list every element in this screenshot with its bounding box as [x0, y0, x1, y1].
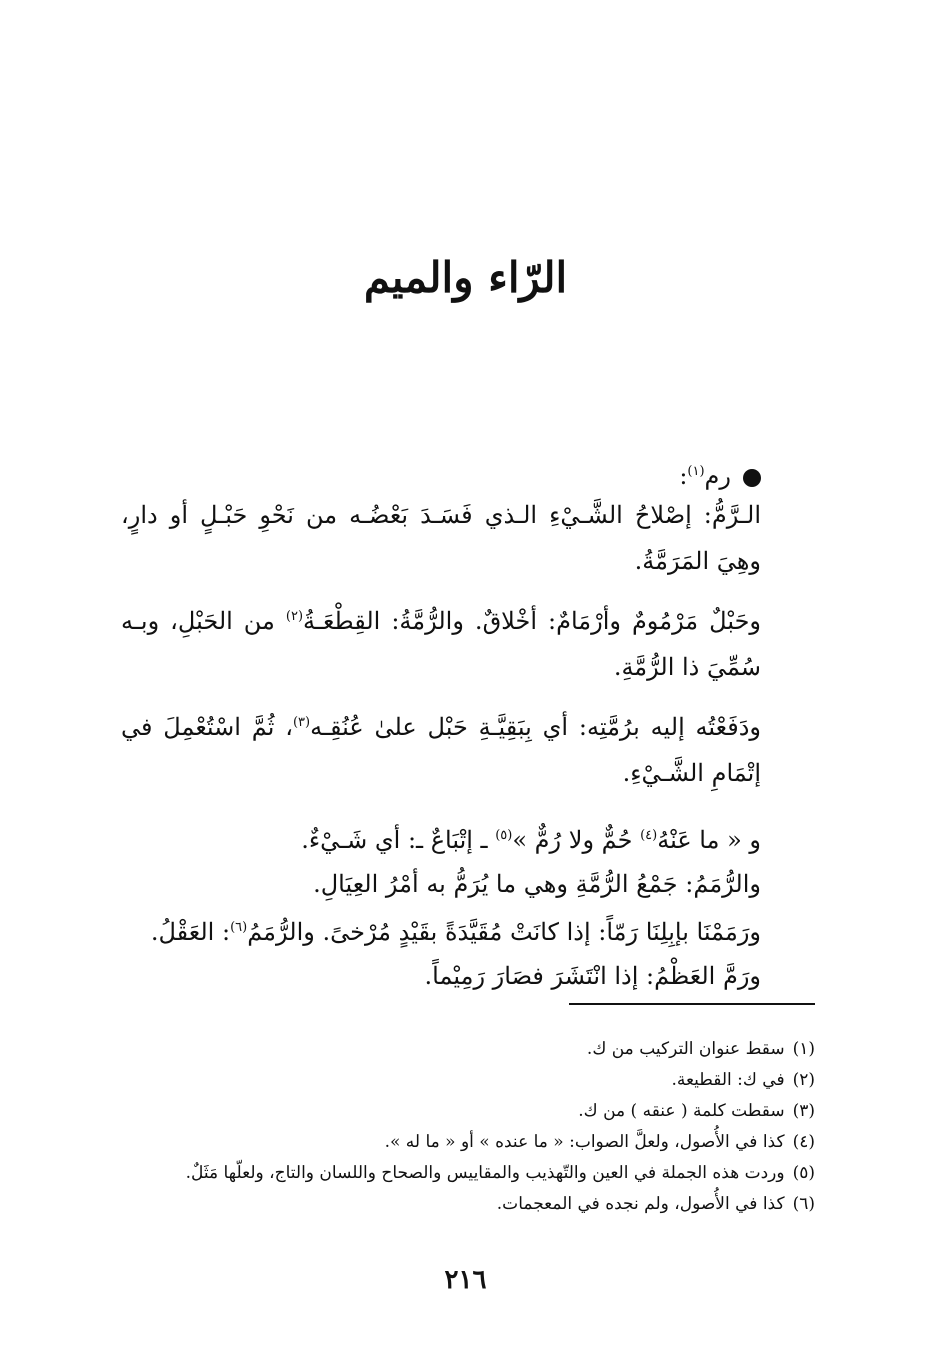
text-run: ، ثُمَّ اسْتُعْمِلَ في إتْمَامِ الشَّـيْءِ. [121, 713, 761, 787]
definition-line [121, 814, 761, 862]
paragraph [121, 700, 761, 796]
footnote-item [125, 1158, 815, 1189]
footnote-number: (٤) [792, 1132, 815, 1152]
footnote-text: كذا في الأُصول، ولم نجده في المعجمات. [496, 1194, 785, 1214]
text-run: حُمٌّ ولا رُمٌّ » [512, 826, 641, 854]
footnote-item [125, 1127, 815, 1158]
footnote-ref[interactable]: (٤) [640, 828, 658, 843]
footnote-ref[interactable]: (١) [687, 464, 705, 479]
paragraph: الـرَّمُّ: إصْلاحُ الشَّـيْءِ الـذي فَسَـدَ بَعْضُـه من نَحْوِ حَبْـلٍ أو دارٍ، وهِيَ المَرَمَّةُ. [121, 501, 761, 575]
footnote-text: سقطت كلمة ( عنقه ) من ك. [578, 1101, 785, 1121]
footnote-text: وردت هذه الجملة في العين والتّهذيب والمقاييس والصحاح واللسان والتاج، ولعلّها مَثَلٌ. [185, 1163, 785, 1183]
footnote-item [125, 1096, 815, 1127]
definition-line: ورَمَّ العَظْمُ: إذا انْتَشَرَ فصَارَ رَمِيْماً. [424, 962, 761, 990]
paragraph [121, 594, 761, 690]
footnote-item [125, 1189, 815, 1220]
footnote-number: (١) [792, 1039, 815, 1059]
entry-colon: : [679, 462, 688, 490]
footnote-item [125, 1065, 815, 1096]
definition-line: والرُّمَمُ: جَمْعُ الرُّمَّةِ وهي ما يُرَمُّ به أمْرُ العِيَالِ. [313, 870, 761, 898]
footnote-ref[interactable]: (٦) [230, 920, 248, 935]
chapter-title: الرّاء والميم [363, 253, 568, 302]
footnote-text: في ك: القطيعة. [671, 1070, 785, 1090]
footnote-number: (٣) [792, 1101, 815, 1121]
text-run: ـ إتْبَاعٌ ـ: أي شَـيْءٌ. [301, 826, 496, 854]
footnote-ref[interactable]: (٢) [285, 609, 304, 624]
entry-heading [679, 452, 761, 496]
text-run: وحَبْلٌ مَرْمُومٌ وأرْمَامٌ: أخْلاقٌ. والرُّمَّةُ: القِطْعَـةُ [303, 607, 761, 635]
text-run: و « ما عَنْهُ [657, 826, 761, 854]
definition-lines [121, 814, 761, 998]
text-run: من الحَبْلِ، وبـه سُمِّيَ ذا الرُّمَّةِ. [121, 607, 761, 681]
footnotes-list [125, 1034, 815, 1220]
footnote-ref[interactable]: (٣) [292, 715, 311, 730]
text-run: ورَمَمْنَا بإبِلِنَا رَمّاً: إذا كانَتْ مُقَيَّدَةً بقَيْدٍ مُرْخىً. والرُّمَمُ [247, 918, 761, 946]
footnote-number: (٥) [792, 1163, 815, 1183]
text-run: ودَفَعْتُه إليه برُمَّتِه: أي بِبَقِيَّـةِ حَبْل علىٰ عُنُقِـه [310, 713, 761, 741]
entry-root: رم [704, 462, 731, 490]
footnote-text: كذا في الأُصول، ولعلَّ الصواب: « ما عنده » أو « ما له ». [384, 1132, 785, 1152]
entry-body [121, 492, 761, 998]
footnote-number: (٦) [792, 1194, 815, 1214]
text-run: : العَقْلُ. [150, 918, 231, 946]
footnote-ref[interactable]: (٥) [495, 828, 513, 843]
bullet-icon [743, 469, 761, 487]
footnote-text: سقط عنوان التركيب من ك. [586, 1039, 785, 1059]
footnote-number: (٢) [792, 1070, 815, 1090]
page-number: ٢١٦ [444, 1265, 487, 1295]
definition-line [121, 906, 761, 954]
footnote-item [125, 1034, 815, 1065]
footnote-divider [569, 1003, 815, 1005]
